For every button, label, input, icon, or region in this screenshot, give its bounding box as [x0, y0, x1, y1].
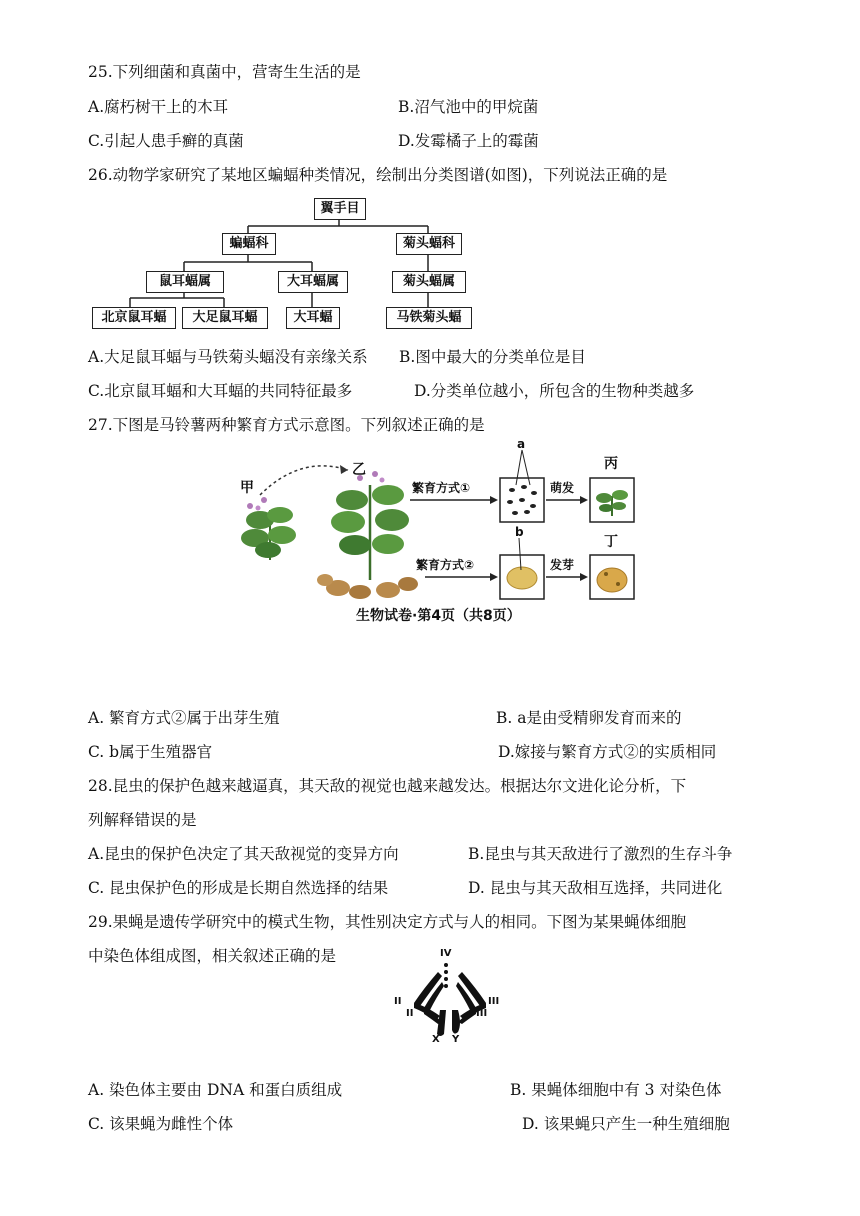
q29-option-d[interactable]: D. 该果蝇只产生一种生殖细胞: [522, 1115, 730, 1133]
q27-option-a[interactable]: A. 繁育方式②属于出芽生殖: [88, 709, 280, 727]
q25-option-c[interactable]: C.引起人患手癣的真菌: [88, 132, 244, 150]
q26-stem: 26.动物学家研究了某地区蝙蝠种类情况，绘制出分类图谱(如图)，下列说法正确的是: [88, 166, 668, 184]
bat-classification-tree: [88, 196, 488, 336]
q26-option-d[interactable]: D.分类单位越小，所包含的生物种类越多: [414, 382, 695, 400]
label-sprout-1: 萌发: [550, 481, 575, 495]
label-method-1: 繁育方式①: [412, 481, 471, 495]
tree-node-family-1: 蝙蝠科: [222, 233, 276, 255]
label-sprout-2: 发芽: [550, 558, 575, 572]
label-chromosome-y: Y: [452, 1034, 460, 1045]
page-footer-label: 生物试卷·第4页（共8页）: [356, 608, 521, 624]
fruitfly-chromosome-figure: [390, 948, 510, 1046]
label-chromosome-ii-outer: II: [394, 996, 402, 1007]
q27-option-c[interactable]: C. b属于生殖器官: [88, 743, 213, 761]
potato-reproduction-figure: [220, 437, 660, 630]
label-method-2: 繁育方式②: [416, 558, 475, 572]
q25-option-d[interactable]: D.发霉橘子上的霉菌: [398, 132, 539, 150]
q28-option-a[interactable]: A.昆虫的保护色决定了其天敌视觉的变异方向: [88, 845, 399, 863]
potato-figure-graphics: [220, 440, 660, 630]
plant-jia-icon: [241, 497, 296, 560]
label-chromosome-iii-inner: III: [476, 1008, 488, 1019]
q25-option-b[interactable]: B.沼气池中的甲烷菌: [398, 98, 539, 116]
label-bing: 丙: [604, 456, 618, 472]
q25-stem: 25.下列细菌和真菌中，营寄生生活的是: [88, 63, 361, 81]
tree-node-species-2: 大足鼠耳蝠: [182, 307, 268, 329]
q27-option-b[interactable]: B. a是由受精卵发育而来的: [496, 709, 682, 727]
label-chromosome-iv: IV: [440, 948, 452, 959]
q28-stem-line1: 28.昆虫的保护色越来越逼真，其天敌的视觉也越来越发达。根据达尔文进化论分析，下: [88, 777, 687, 795]
tree-node-genus-2: 大耳蝠属: [278, 271, 348, 293]
label-b: b: [515, 525, 524, 539]
label-chromosome-ii-inner: II: [406, 1008, 414, 1019]
q29-stem-line1: 29.果蝇是遗传学研究中的模式生物，其性别决定方式与人的相同。下图为某果蝇体细胞: [88, 913, 687, 931]
q29-option-b[interactable]: B. 果蝇体细胞中有 3 对染色体: [510, 1081, 722, 1099]
q26-option-b[interactable]: B.图中最大的分类单位是目: [399, 348, 586, 366]
tree-node-species-4: 马铁菊头蝠: [386, 307, 472, 329]
q27-option-d[interactable]: D.嫁接与繁育方式②的实质相同: [498, 743, 717, 761]
q25-option-a[interactable]: A.腐朽树干上的木耳: [88, 98, 229, 116]
q29-option-a[interactable]: A. 染色体主要由 DNA 和蛋白质组成: [88, 1081, 343, 1099]
q28-option-d[interactable]: D. 昆虫与其天敌相互选择，共同进化: [468, 879, 723, 897]
tuber-icon: [507, 567, 537, 589]
q28-option-b[interactable]: B.昆虫与其天敌进行了激烈的生存斗争: [468, 845, 733, 863]
sprouted-tuber-icon: [597, 568, 627, 592]
tree-node-species-3: 大耳蝠: [286, 307, 340, 329]
label-jia: 甲: [240, 480, 254, 496]
label-chromosome-iii-outer: III: [488, 996, 500, 1007]
tree-node-species-1: 北京鼠耳蝠: [92, 307, 176, 329]
q26-option-c[interactable]: C.北京鼠耳蝠和大耳蝠的共同特征最多: [88, 382, 353, 400]
q28-option-c[interactable]: C. 昆虫保护色的形成是长期自然选择的结果: [88, 879, 389, 897]
q29-stem-line2: 中染色体组成图，相关叙述正确的是: [88, 947, 337, 965]
q29-option-c[interactable]: C. 该果蝇为雌性个体: [88, 1115, 234, 1133]
label-chromosome-x: X: [432, 1034, 440, 1045]
tree-node-genus-3: 菊头蝠属: [392, 271, 466, 293]
q28-stem-line2: 列解释错误的是: [88, 811, 197, 829]
plant-yi-icon: [317, 471, 418, 599]
q26-option-a[interactable]: A.大足鼠耳蝠与马铁菊头蝠没有亲缘关系: [88, 348, 368, 366]
label-ding: 丁: [604, 534, 618, 550]
label-a: a: [517, 437, 526, 451]
label-yi: 乙: [352, 462, 366, 478]
tree-node-family-2: 菊头蝠科: [396, 233, 462, 255]
q27-stem: 27.下图是马铃薯两种繁育方式示意图。下列叙述正确的是: [88, 416, 485, 434]
tree-node-genus-1: 鼠耳蝠属: [146, 271, 224, 293]
tree-node-order: 翼手目: [314, 198, 366, 220]
